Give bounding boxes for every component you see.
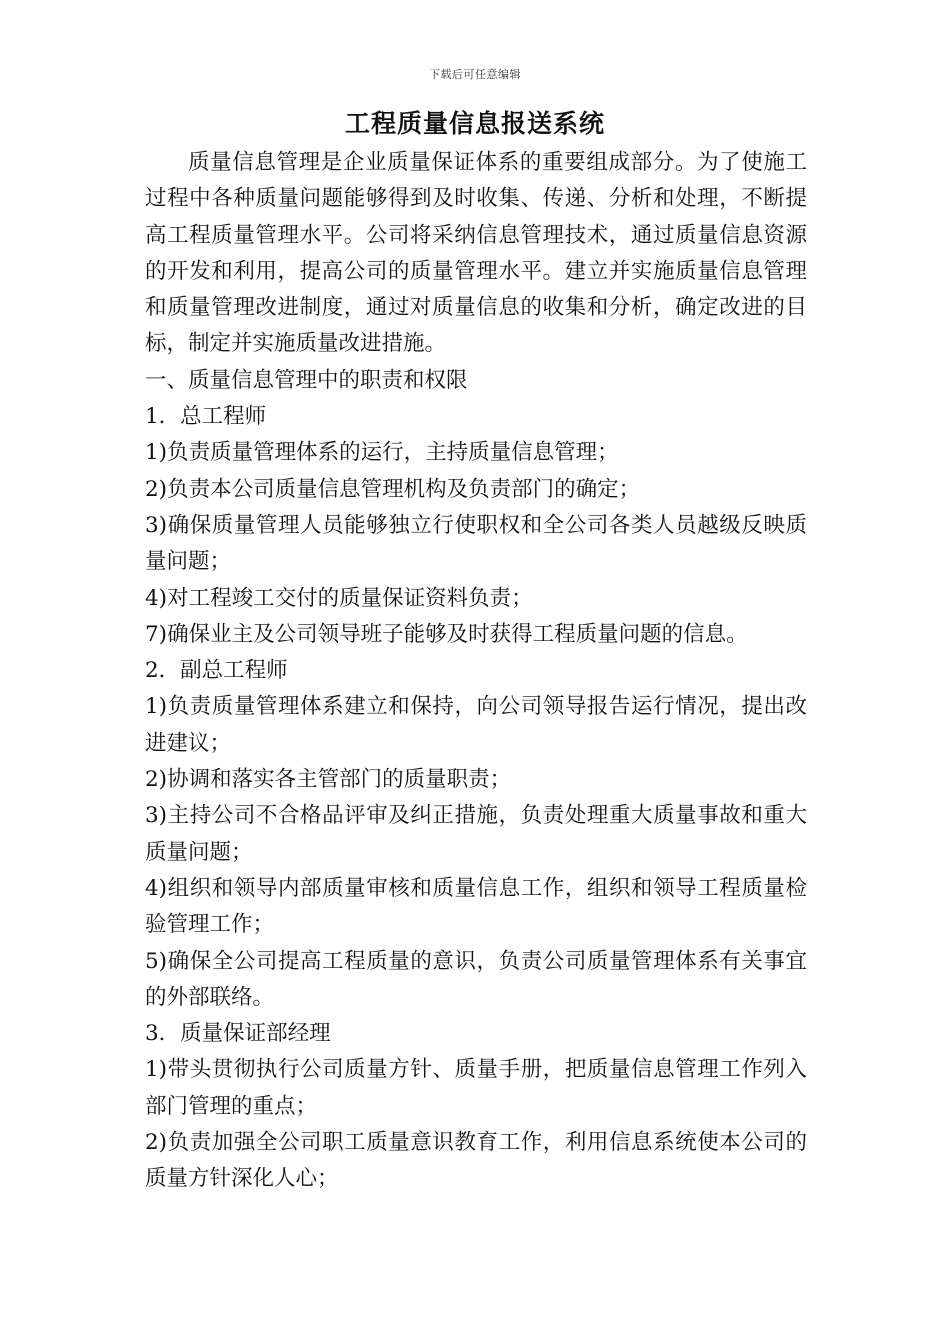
list-item: 3)主持公司不合格品评审及纠正措施，负责处理重大质量事故和重大质量问题；: [145, 803, 807, 865]
section-heading: 一、质量信息管理中的职责和权限: [145, 367, 468, 393]
subsection-heading-chief-engineer: 1．总工程师: [145, 404, 267, 430]
subsection-heading-deputy-chief-engineer: 2．副总工程师: [145, 658, 288, 684]
list-item: 1)负责质量管理体系的运行，主持质量信息管理；: [145, 440, 619, 466]
intro-paragraph: 质量信息管理是企业质量保证体系的重要组成部分。为了使施工过程中各种质量问题能够得到及时收集、传递、分析和处理，不断提高工程质量管理水平。公司将采纳信息管理技术，通过质量信息资源的开发和利用，提高公司的质量管理水平。建立并实施质量信息管理和质量管理改进制度，通过对质量信息的收集和分析，确定改进的目标，制定并实施质量改进措施。: [145, 150, 807, 357]
document-body: [145, 145, 807, 1198]
subsection-heading-qa-manager: 3．质量保证部经理: [145, 1021, 331, 1047]
list-item: 7)确保业主及公司领导班子能够及时获得工程质量问题的信息。: [145, 621, 748, 647]
list-item: 1)带头贯彻执行公司质量方针、质量手册，把质量信息管理工作列入部门管理的重点；: [145, 1057, 807, 1119]
list-item: 1)负责质量管理体系建立和保持，向公司领导报告运行情况，提出改进建议；: [145, 694, 807, 756]
list-item: 2)负责本公司质量信息管理机构及负责部门的确定；: [145, 476, 641, 502]
list-item: 2)协调和落实各主管部门的质量职责；: [145, 767, 512, 793]
list-item: 4)对工程竣工交付的质量保证资料负责；: [145, 585, 533, 611]
list-item: 5)确保全公司提高工程质量的意识，负责公司质量管理体系有关事宜的外部联络。: [145, 948, 807, 1010]
header-note: 下载后可任意编辑: [429, 68, 521, 81]
document-title: 工程质量信息报送系统: [344, 109, 605, 138]
list-item: 2)负责加强全公司职工质量意识教育工作，利用信息系统使本公司的质量方针深化人心；: [145, 1130, 807, 1192]
list-item: 3)确保质量管理人员能够独立行使职权和全公司各类人员越级反映质量问题；: [145, 512, 807, 575]
list-item: 4)组织和领导内部质量审核和质量信息工作，组织和领导工程质量检验管理工作；: [145, 875, 807, 938]
